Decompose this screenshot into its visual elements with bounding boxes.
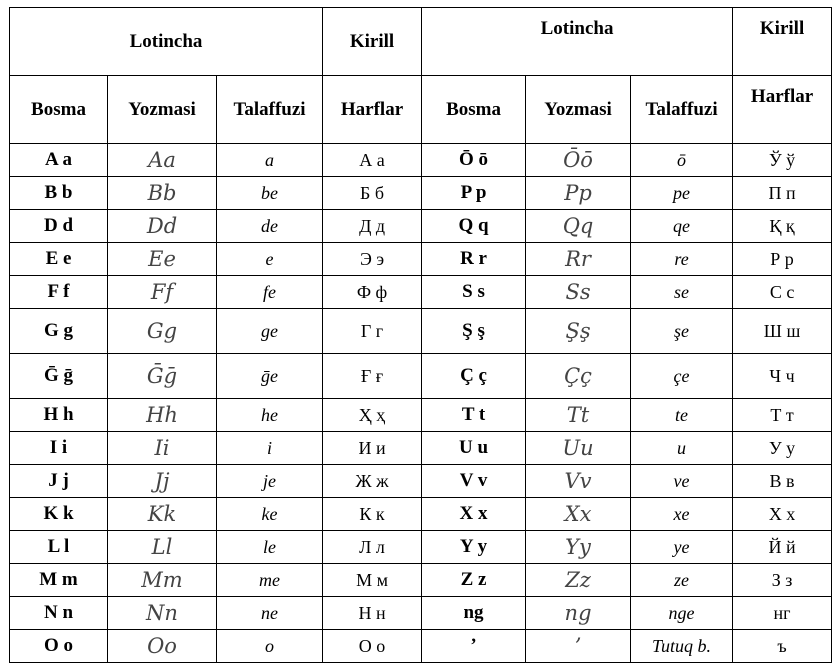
cell-cursive-left: Gg [108, 309, 217, 354]
cell-cursive-right: Şş [526, 309, 631, 354]
cell-cursive-left: Dd [108, 210, 217, 243]
cell-cyrillic-right: Й й [733, 531, 832, 564]
col-cursive-right: Yozmasi [526, 76, 631, 144]
cell-cursive-left: Mm [108, 564, 217, 597]
cell-cursive-right: ’ [526, 630, 631, 663]
table-row [10, 354, 832, 399]
cell-cyrillic-right: Ш ш [733, 309, 832, 354]
cell-cursive-right: Zz [526, 564, 631, 597]
cell-pron-left: ke [217, 498, 323, 531]
cell-pron-left: de [217, 210, 323, 243]
cell-pron-left: o [217, 630, 323, 663]
cell-cursive-left: Aa [108, 144, 217, 177]
cell-pron-left: je [217, 465, 323, 498]
table-row [10, 432, 832, 465]
cell-print-right: V v [422, 465, 526, 498]
cell-cursive-right: Qq [526, 210, 631, 243]
table-row [10, 399, 832, 432]
table-row [10, 177, 832, 210]
cell-pron-left: i [217, 432, 323, 465]
cell-cursive-right: Xx [526, 498, 631, 531]
cell-print-right: X x [422, 498, 526, 531]
cell-cursive-right: Yy [526, 531, 631, 564]
cell-print-right: Z z [422, 564, 526, 597]
cell-cyrillic-right: нг [733, 597, 832, 630]
cell-cyrillic-left: Д д [323, 210, 422, 243]
cell-print-right: U u [422, 432, 526, 465]
header-cyrillic-left: Kirill [323, 8, 422, 76]
cell-print-left: K k [10, 498, 108, 531]
cell-pron-right: Tutuq b. [631, 630, 733, 663]
cell-cyrillic-left: А а [323, 144, 422, 177]
col-print-right: Bosma [422, 76, 526, 144]
cell-print-right: ’ [422, 630, 526, 663]
table-row [10, 309, 832, 354]
cell-cyrillic-right: Ў ў [733, 144, 832, 177]
cell-print-left: Ḡ ḡ [10, 354, 108, 399]
cell-cyrillic-left: Л л [323, 531, 422, 564]
cell-print-right: T t [422, 399, 526, 432]
cell-print-left: O o [10, 630, 108, 663]
cell-cyrillic-left: О о [323, 630, 422, 663]
table-body [10, 144, 832, 663]
cell-cursive-left: Ll [108, 531, 217, 564]
cell-pron-left: be [217, 177, 323, 210]
cell-cyrillic-right: ъ [733, 630, 832, 663]
cell-pron-left: a [217, 144, 323, 177]
cell-cyrillic-right: В в [733, 465, 832, 498]
cell-cyrillic-right: Х х [733, 498, 832, 531]
cell-cyrillic-right: Т т [733, 399, 832, 432]
cell-print-left: L l [10, 531, 108, 564]
cell-cursive-right: Tt [526, 399, 631, 432]
cell-cyrillic-left: Э э [323, 243, 422, 276]
cell-pron-right: ō [631, 144, 733, 177]
cell-pron-right: şe [631, 309, 733, 354]
cell-pron-right: xe [631, 498, 733, 531]
cell-cursive-left: Jj [108, 465, 217, 498]
cell-print-left: E e [10, 243, 108, 276]
cell-cyrillic-right: П п [733, 177, 832, 210]
table-row [10, 465, 832, 498]
cell-cyrillic-left: Ғ ғ [323, 354, 422, 399]
cell-print-right: P p [422, 177, 526, 210]
table-row [10, 564, 832, 597]
cell-print-left: D d [10, 210, 108, 243]
cell-cursive-left: Kk [108, 498, 217, 531]
cell-pron-left: fe [217, 276, 323, 309]
cell-pron-left: me [217, 564, 323, 597]
cell-print-right: Ş ş [422, 309, 526, 354]
cell-print-left: A a [10, 144, 108, 177]
cell-cyrillic-left: М м [323, 564, 422, 597]
cell-cyrillic-right: Р р [733, 243, 832, 276]
table-row [10, 243, 832, 276]
cell-cyrillic-right: З з [733, 564, 832, 597]
cell-cursive-right: Pp [526, 177, 631, 210]
table-row [10, 498, 832, 531]
cell-cursive-right: Ōō [526, 144, 631, 177]
cell-pron-left: ne [217, 597, 323, 630]
cell-cursive-right: Ss [526, 276, 631, 309]
cell-cyrillic-left: Ҳ ҳ [323, 399, 422, 432]
cell-pron-left: ge [217, 309, 323, 354]
col-print-left: Bosma [10, 76, 108, 144]
cell-print-right: Ō ō [422, 144, 526, 177]
cell-cyrillic-left: И и [323, 432, 422, 465]
cell-cyrillic-right: Ч ч [733, 354, 832, 399]
cell-print-left: N n [10, 597, 108, 630]
cell-pron-right: çe [631, 354, 733, 399]
cell-print-right: Y y [422, 531, 526, 564]
cell-pron-left: e [217, 243, 323, 276]
header-latin-left: Lotincha [10, 8, 323, 76]
cell-print-right: S s [422, 276, 526, 309]
table-row [10, 597, 832, 630]
cell-cursive-right: Rr [526, 243, 631, 276]
table-row [10, 531, 832, 564]
cell-print-left: H h [10, 399, 108, 432]
col-letters-left: Harflar [323, 76, 422, 144]
cell-cursive-left: Ḡḡ [108, 354, 217, 399]
cell-cyrillic-left: Б б [323, 177, 422, 210]
cell-cyrillic-left: Ж ж [323, 465, 422, 498]
cell-print-right: ng [422, 597, 526, 630]
cell-print-left: M m [10, 564, 108, 597]
cell-cyrillic-left: Н н [323, 597, 422, 630]
cell-cursive-left: Oo [108, 630, 217, 663]
cell-pron-right: ze [631, 564, 733, 597]
header-latin-right: Lotincha [422, 8, 733, 76]
alphabet-table [9, 7, 832, 663]
cell-print-right: Q q [422, 210, 526, 243]
cell-pron-right: nge [631, 597, 733, 630]
cell-cursive-right: Çç [526, 354, 631, 399]
table-row [10, 630, 832, 663]
cell-cyrillic-right: У у [733, 432, 832, 465]
col-pron-right: Talaffuzi [631, 76, 733, 144]
col-cursive-left: Yozmasi [108, 76, 217, 144]
cell-print-left: F f [10, 276, 108, 309]
cell-print-right: Ç ç [422, 354, 526, 399]
cell-cursive-left: Ee [108, 243, 217, 276]
cell-cursive-right: ng [526, 597, 631, 630]
cell-print-left: G g [10, 309, 108, 354]
col-pron-left: Talaffuzi [217, 76, 323, 144]
cell-pron-left: le [217, 531, 323, 564]
cell-pron-right: qe [631, 210, 733, 243]
cell-cyrillic-left: Ф ф [323, 276, 422, 309]
table-row [10, 144, 832, 177]
cell-pron-right: ve [631, 465, 733, 498]
cell-pron-right: ye [631, 531, 733, 564]
cell-pron-right: se [631, 276, 733, 309]
cell-print-left: J j [10, 465, 108, 498]
cell-cyrillic-right: С с [733, 276, 832, 309]
cell-print-right: R r [422, 243, 526, 276]
cell-print-left: I i [10, 432, 108, 465]
cell-cursive-left: Ff [108, 276, 217, 309]
cell-print-left: B b [10, 177, 108, 210]
header-cyrillic-right: Kirill [733, 8, 832, 76]
cell-cursive-right: Uu [526, 432, 631, 465]
cell-pron-left: ḡe [217, 354, 323, 399]
cell-cyrillic-left: К к [323, 498, 422, 531]
cell-cursive-left: Hh [108, 399, 217, 432]
cell-pron-right: pe [631, 177, 733, 210]
cell-cursive-left: Bb [108, 177, 217, 210]
col-letters-right: Harflar [733, 76, 832, 144]
cell-cyrillic-left: Г г [323, 309, 422, 354]
cell-pron-left: he [217, 399, 323, 432]
cell-cursive-left: Nn [108, 597, 217, 630]
table-row [10, 210, 832, 243]
cell-cursive-right: Vv [526, 465, 631, 498]
cell-pron-right: re [631, 243, 733, 276]
header-row-columns [10, 76, 832, 144]
cell-pron-right: te [631, 399, 733, 432]
cell-cyrillic-right: Қ қ [733, 210, 832, 243]
header-row-groups [10, 8, 832, 76]
cell-cursive-left: Ii [108, 432, 217, 465]
table-row [10, 276, 832, 309]
cell-pron-right: u [631, 432, 733, 465]
